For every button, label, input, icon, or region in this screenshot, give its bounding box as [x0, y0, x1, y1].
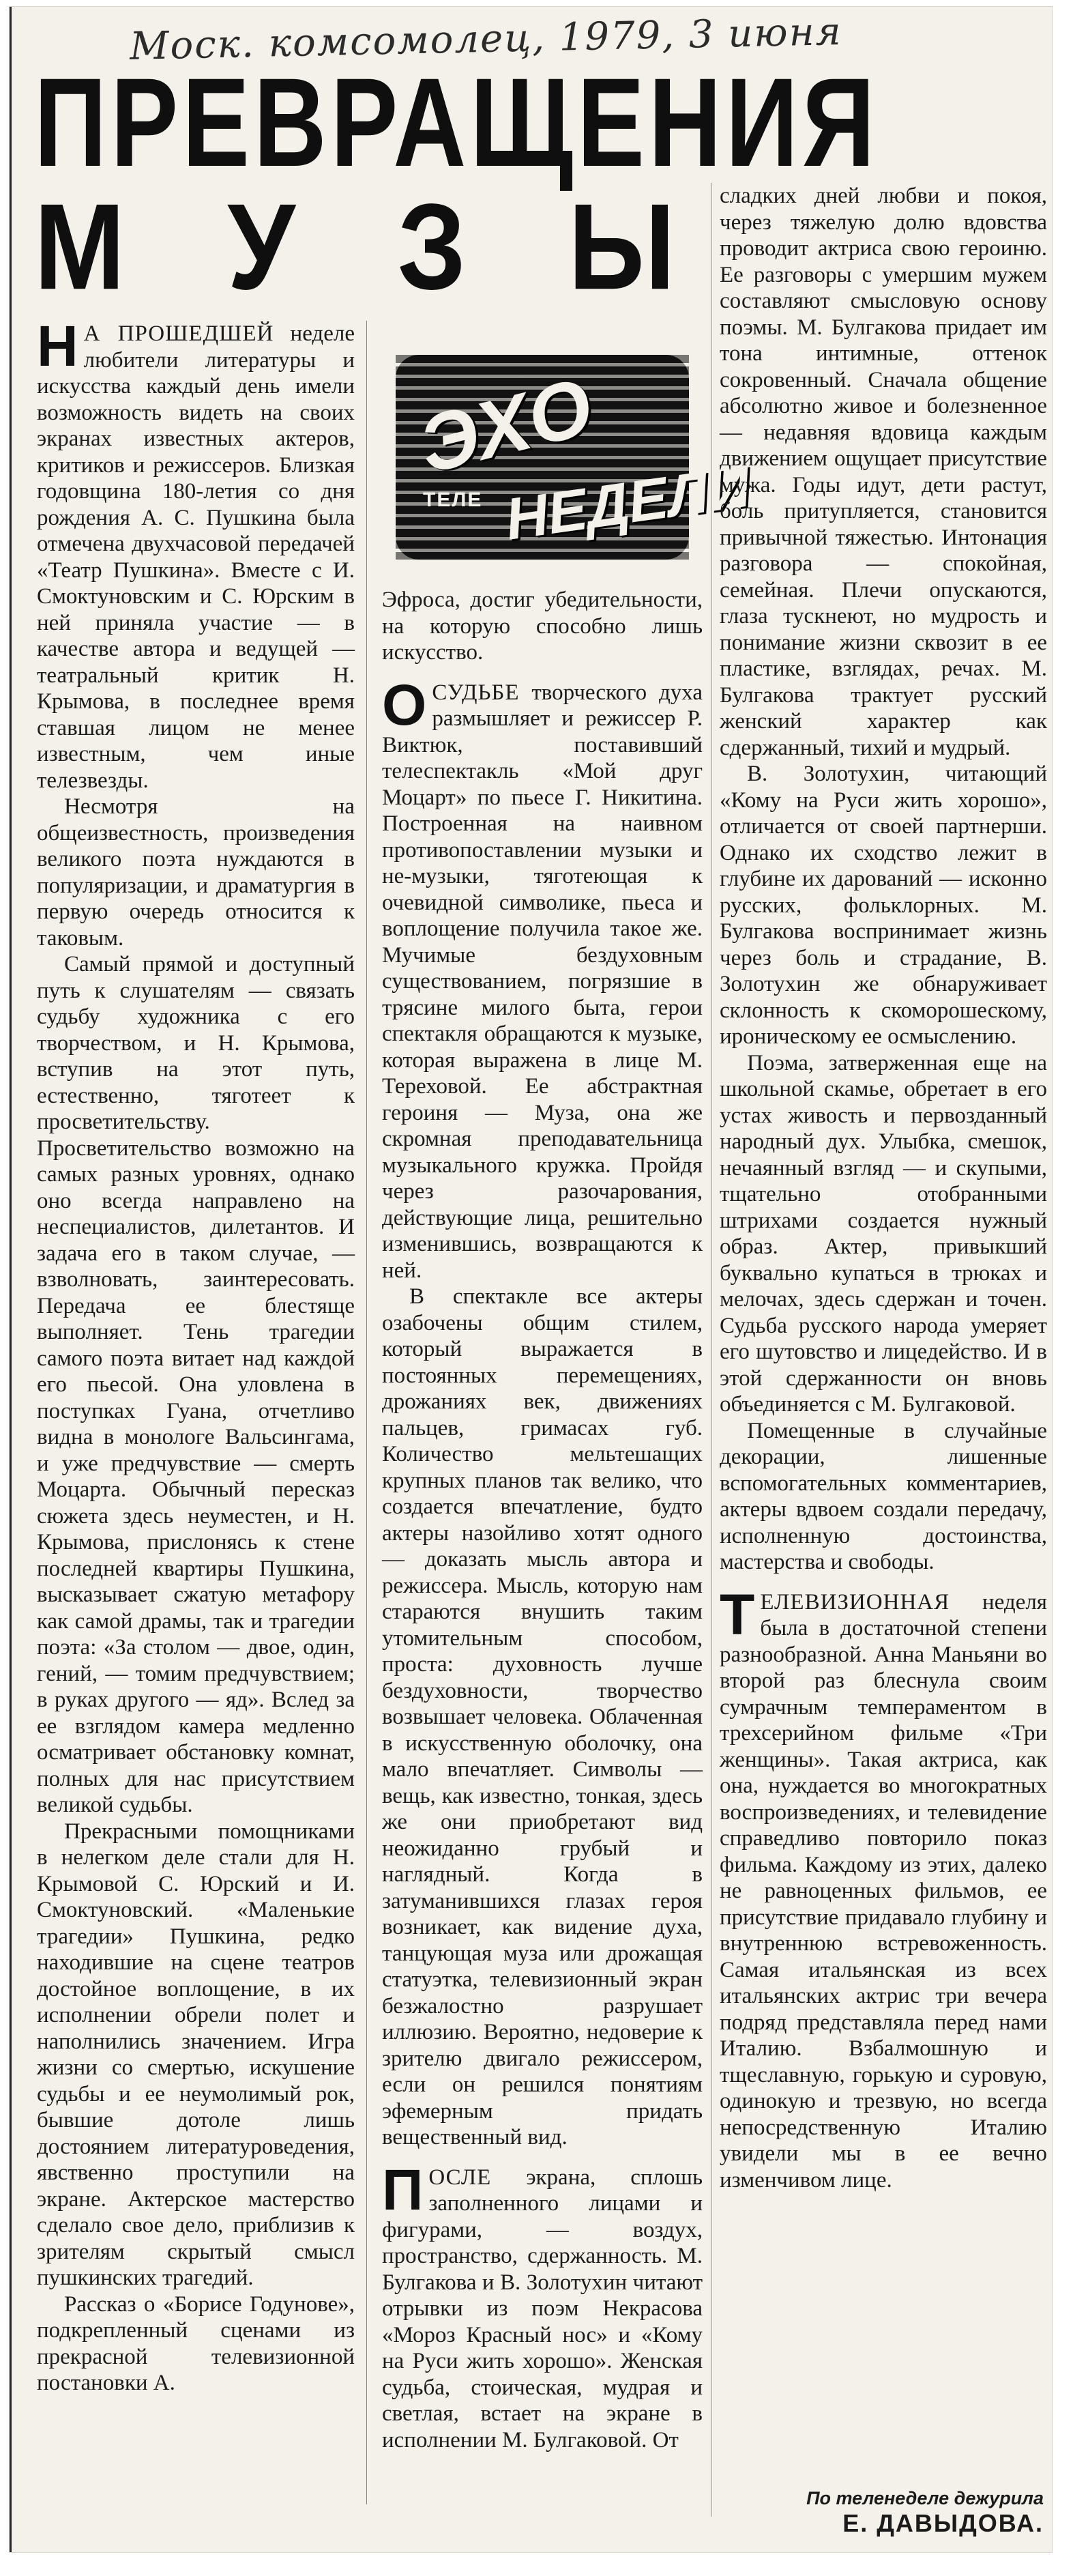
- paragraph: Самый прямой и доступный путь к слушателям — связать судьбу художника с его творчеством, и Н. Крымова, вступив на этот путь, естественно, тяготеет к просветительству. Просветительство возможно на самых разных уровнях, однако оно всегда направлено на неспециалистов, дилетантов. И задача его в таком случае, — взволновать, заинтересовать. Передача ее блестяще выполняет. Тень трагедии самого поэта витает над каждой его пьесой. Она уловлена в поступках Гуана, отчетливо видна в монологе Вальсингама, и уже предчувствие — смерть Моцарта. Обычный пересказ сюжета здесь неуместен, и Н. Крымова, прислонясь к стене последней квартиры Пушкина, высказывает сжатую метафору как самой драмы, так и трагедии поэта: «За столом — двое, один, гений, — томим предчувствием; в руках другого — яд». Вслед за ее взглядом камера медленно осматривает обстановку комнат, полных для нас присутствием великой судьбы.: [37, 952, 355, 1817]
- column-rule-1: [366, 321, 367, 2504]
- lead-in: А ПРОШЕДШЕЙ: [83, 321, 274, 346]
- logo-word-tele: ТЕЛЕ: [423, 489, 483, 511]
- paragraph: Рассказ о «Борисе Годунове», подкрепленный сценами из прекрасной телевизионной постановки А.: [37, 2291, 355, 2395]
- paragraph-text: творческого духа размышляет и режиссер Р. Виктюк, поставивший телеспектакль «Мой друг Моцарт» по пьесе Г. Никитина. Построенная на наивном противопоставлении музыки и не-музыки, тяготеющая к очевидной символике, пьеса и воплощение получила такое же. Мучимые бездуховным существованием, погрязшие в трясине милого быта, герои спектакля обращаются к музыке, которая выражена в лице М. Тереховой. Ее абстрактная героиня — Муза, она же скромная преподавательница музыкального кружка. Пройдя через разочарования, действующие лица, решительно изменившись, возвращаются к ней.: [382, 680, 703, 1283]
- logo-word-echo: ЭХО: [410, 360, 602, 491]
- paragraph: В спектакле все актеры озабочены общим стилем, который выражается в постоянных перемещениях, дрожаниях век, движениях пальцев, гримасах губ. Количество мельтешащих крупных планов так велико, что создается впечатление, будто актеры назойливо хотят одного — доказать мысль автора и режиссера. Мысль, которую нам стараются внушить таким утомительным способом, проста: духовность лучше бездуховности, творчество возвышает человека. Облаченная в искусственную оболочку, она мало впечатляет. Символы — вещь, как известно, тонкая, здесь же они приобретают вид неожиданно грубый и наглядный. Когда в затуманившихся глазах героя возникает, как видение духа, танцующая муза или дрожащая статуэтка, телевизионный экран безжалостно разрушает иллюзию. Вероятно, недоверие к зрителю двигало режиссером, если он решился понятиям эфемерным придать вещественный вид.: [382, 1284, 703, 2150]
- subheadline: МУЗЫ: [34, 177, 778, 315]
- paragraph: Несмотря на общеизвестность, произведения великого поэта нуждаются в популяризации, и драматургия в первую очередь относится к таковым.: [37, 794, 355, 951]
- drop-cap: П: [382, 2157, 424, 2222]
- paragraph: Эфроса, достиг убедительности, на которую способно лишь искусство.: [382, 588, 703, 665]
- echo-of-the-tv-week-logo: [396, 355, 754, 560]
- byline-role: По теленеделе дежурила: [806, 2488, 1044, 2508]
- drop-cap: О: [382, 672, 427, 737]
- drop-cap: Т: [720, 1582, 755, 1647]
- logo-word-week: НЕДЕЛИ: [501, 453, 754, 553]
- headline: ПРЕВРАЩЕНИЯ: [34, 52, 879, 193]
- article-column-3: [720, 183, 1047, 2483]
- byline: [750, 2488, 1044, 2538]
- paragraph: Помещенные в случайные декорации, лишенные вспомогательных комментариев, актеры вдвоем создали передачу, исполненную достоинства, мастерства и свободы.: [720, 1418, 1047, 1574]
- paragraph: Поэма, затверженная еще на школьной скамье, обретает в его устах живость и первозданный народный дух. Улыбка, смешок, нечаянный взгляд — и скупыми, тщательно отобранными штрихами создается нужный образ. Актер, привыкший буквально купаться в трюках и мелочах, здесь сдержан и точен. Судьба русского народа умеряет его шутовство и лицедейство. И в этой сдержанности он вновь объединяется с М. Булгаковой.: [720, 1050, 1047, 1417]
- paragraph: [720, 1582, 1047, 2194]
- lead-in: СУДЬБЕ: [432, 680, 520, 705]
- lead-in: ЕЛЕВИЗИОННАЯ: [760, 1589, 950, 1615]
- lead-in: ОСЛЕ: [428, 2165, 492, 2190]
- handwritten-source-note: Моск. комсомолец, 1979, 3 июня: [129, 9, 843, 69]
- paragraph: [382, 2157, 703, 2454]
- drop-cap: Н: [37, 314, 78, 378]
- byline-author: Е. ДАВЫДОВА.: [842, 2509, 1044, 2537]
- article-column-1: [37, 314, 355, 2504]
- paragraph: Прекрасными помощниками в нелегком деле стали для Н. Крымовой С. Юрский и И. Смоктуновский. «Маленькие трагедии» Пушкина, редко находившие на сцене театров достойное воплощение, в их исполнении обрели полет и наполнились значением. Игра жизни со смертью, искушение судьбы и ее неумолимый рок, бывшие дотоле лишь достоянием литературоведения, явственно проступили на экране. Актерское мастерство сделало свое дело, приблизив к зрителям скрытый смысл пушкинских трагедий.: [37, 1819, 355, 2290]
- paragraph: сладких дней любви и покоя, через тяжелую долю вдовства проводит актриса свою героиню. Ее разговоры с умершим мужем составляют смысловую основу поэмы. М. Булгакова придает им тона интимные, оттенок сокровенный. Сначала общение абсолютно живое и болезненное — недавняя вдовица каждым движением ощущает присутствие мужа. Годы идут, дети растут, боль притупляется, становится привычной тяжестью. Интонация разговора — спокойная, семейная. Плечи опускаются, глаза тускнеют, но мудрость и понимание жизни сквозит в ее пластике, взглядах, речах. М. Булгакова трактует русский женский характер как сдержанный, тихий и мудрый.: [720, 184, 1047, 760]
- paragraph: В. Золотухин, читающий «Кому на Руси жить хорошо», отличается от своей партнерши. Однако их сходство лежит в глубине их дарований — исконно русских, фольклорных. М. Булгакова воспринимает жизнь через боль и страдание, В. Золотухин же обнаруживает склонность к скоморошескому, ироническому ее осмыслению.: [720, 762, 1047, 1049]
- paragraph: [37, 314, 355, 794]
- paragraph-text: экрана, сплошь заполненного лицами и фигурами, — воздух, пространство, сдержанность. М. Булгакова и В. Золотухин читают отрывки из поэм Некрасова «Мороз Красный нос» и «Кому на Руси жить хорошо». Женская судьба, стоическая, мудрая и светлая, встает на экране в исполнении М. Булгаковой. От: [382, 2165, 703, 2452]
- paragraph-text: неделе любители литературы и искусства каждый день имели возможность видеть на своих экранах известных актеров, критиков и режиссеров. Близкая годовщина 180-летия со дня рождения А. С. Пушкина была отмечена двухчасовой передачей «Театр Пушкина». Вместе с И. Смоктуновским и С. Юрским в ней приняла участие — в качестве автора и ведущей — театральный критик Н. Крымова, в последнее время ставшая лицом не менее известным, чем иные телезвезды.: [37, 321, 355, 793]
- paragraph-text: неделя была в достаточной степени разнообразной. Анна Маньяни во второй раз блеснула своим сумрачным темпераментом в трехсерийном фильме «Три женщины». Такая актриса, как она, нуждается во многократных воспроизведениях, и телевидение справедливо повторило показ фильма. Каждому из этих, далеко не равноценных фильмов, ее присутствие придавало глубину и внутреннюю встревоженность. Самая итальянская из всех итальянских актрис три вечера подряд представляла перед нами Италию. Взбалмошную и тщеславную, горькую и суровую, одинокую и трезвую, но всегда непосредственную Италию увидели мы в ее вечно изменчивом лице.: [720, 1589, 1047, 2193]
- paragraph: [382, 672, 703, 1284]
- article-column-2: [382, 587, 703, 2525]
